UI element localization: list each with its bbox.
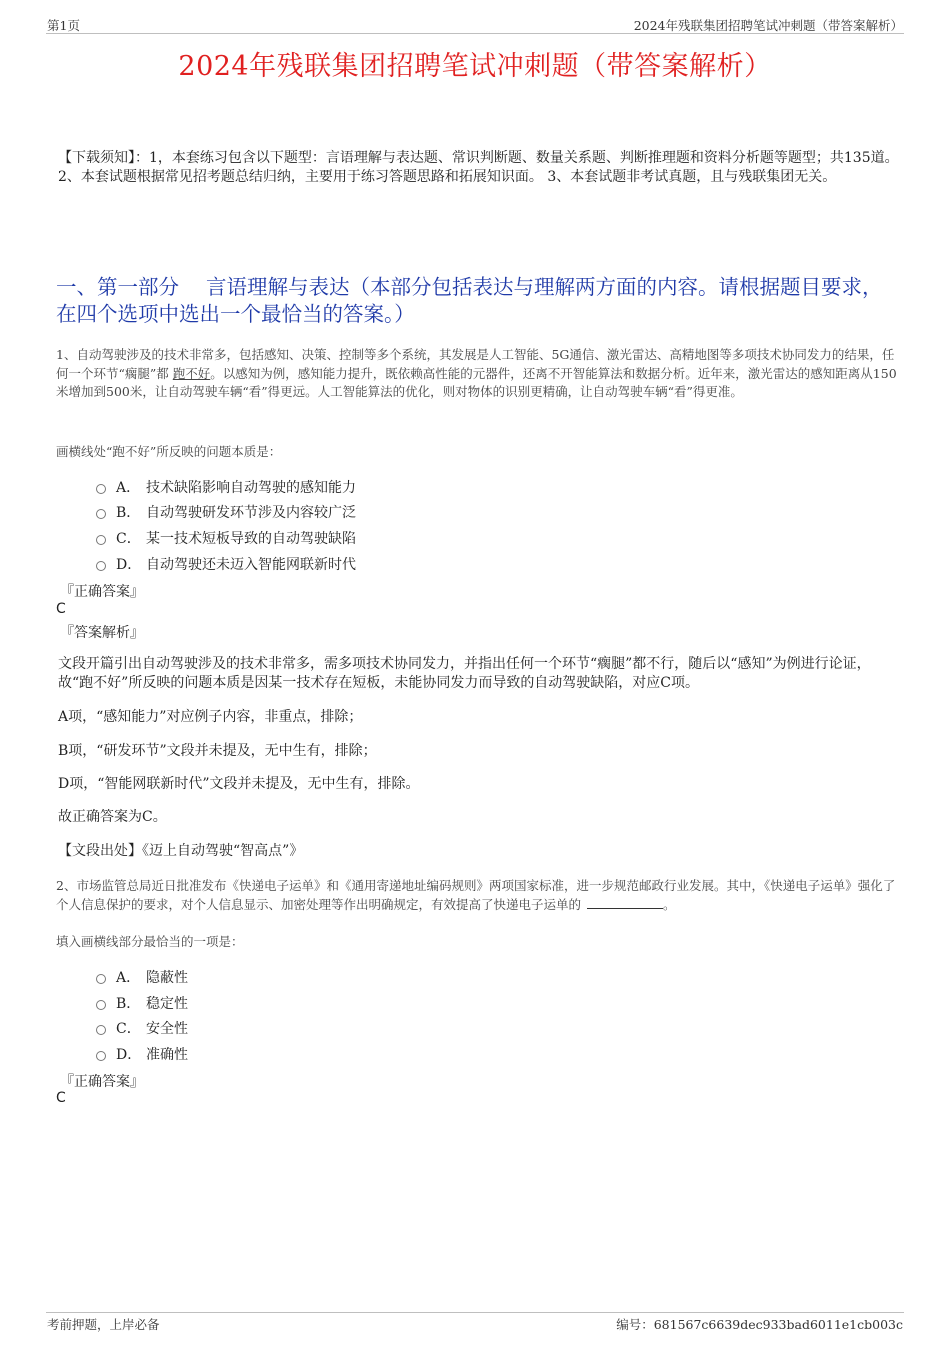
q2-answer-label: 『正确答案』 [60,1074,144,1090]
radio-icon[interactable] [96,1000,106,1010]
q1-analysis-d: D项，“智能网联新时代”文段并未提及，无中生有，排除。 [58,776,420,792]
radio-icon[interactable] [96,561,106,571]
q2-answer: C [56,1090,66,1106]
radio-icon[interactable] [96,974,106,984]
q1-analysis-label: 『答案解析』 [60,625,144,641]
page-number: 第1页 [47,18,80,33]
q1-source: 【文段出处】《迈上自动驾驶“智高点”》 [58,843,304,859]
question-2-text: 2、市场监管总局近日批准发布《快递电子运单》和《通用寄递地址编码规则》两项国家标准，进一步规范邮政行业发展。其中，《快递电子运单》强化了个人信息保护的要求，对个人信息显示、加密处理等作出明确规定，有效提高了快递电子运单的 。 [56,878,896,912]
q1-option-d[interactable]: D． 自动驾驶还未迈入智能网联新时代 [96,554,356,574]
radio-icon[interactable] [96,1051,106,1061]
q1-option-c[interactable]: C． 某一技术短板导致的自动驾驶缺陷 [96,528,356,548]
radio-icon[interactable] [96,484,106,494]
question-2-prompt: 填入画横线部分最恰当的一项是： [56,934,244,949]
q1-conclusion: 故正确答案为C。 [58,809,167,825]
q2-option-c[interactable]: C． 安全性 [96,1018,188,1038]
document-title: 2024年残联集团招聘笔试冲刺题（带答案解析） [178,51,772,82]
header-rule [46,33,904,34]
q2-option-d[interactable]: D． 准确性 [96,1044,188,1064]
q1-answer: C [56,601,66,617]
q2-option-b[interactable]: B． 稳定性 [96,993,188,1013]
q2-option-a[interactable]: A． 隐蔽性 [96,967,188,987]
q1-option-a[interactable]: A． 技术缺陷影响自动驾驶的感知能力 [96,477,356,497]
q1-analysis-b: B项，“研发环节”文段并未提及，无中生有，排除； [58,743,377,759]
radio-icon[interactable] [96,509,106,519]
q1-answer-label: 『正确答案』 [60,584,144,600]
download-notice: 【下载须知】：1，本套练习包含以下题型：言语理解与表达题、常识判断题、数量关系题、判断推理题和资料分析题等题型；共135道。 2、本套试题根据常见招考题总结归纳，主要用于练习答题思路和拓展知识面。 3、本套试题非考试真题，且与残联集团无关。 [58,150,899,185]
question-1-text: 1、自动驾驶涉及的技术非常多，包括感知、决策、控制等多个系统，其发展是人工智能、5G通信、激光雷达、高精地图等多项技术协同发力的结果，任何一个环节“瘸腿”都 跑不好。以感知为例，感知能力提升，既依赖高性能的元器件，还离不开智能算法和数据分析。近年来，激光雷达的感知距离从150米增加到500米，让自动驾驶车辆“看”得更远。人工智能算法的优化，则对物体的识别更精确，让自动驾驶车辆“看”得更准。 [56,347,897,399]
radio-icon[interactable] [96,1025,106,1035]
q1-option-b[interactable]: B． 自动驾驶研发环节涉及内容较广泛 [96,502,356,522]
footer-doc-id: 编号：681567c6639dec933bad6011e1cb003c [616,1317,903,1332]
footer-rule [46,1312,904,1313]
footer-slogan: 考前押题，上岸必备 [47,1317,160,1332]
q1-analysis-a: A项，“感知能力”对应例子内容，非重点，排除； [58,709,363,725]
section-heading: 一、第一部分 言语理解与表达（本部分包括表达与理解两方面的内容。请根据题目要求，在四个选项中选出一个最恰当的答案。） [56,275,883,326]
q1-analysis-para: 文段开篇引出自动驾驶涉及的技术非常多，需多项技术协同发力，并指出任何一个环节“瘸腿”都不行，随后以“感知”为例进行论证，故“跑不好”所反映的问题本质是因某一技术存在短板，未能协同发力而导致的自动驾驶缺陷，对应C项。 [58,656,871,691]
fill-blank [587,896,663,909]
header-doc-title: 2024年残联集团招聘笔试冲刺题（带答案解析） [633,18,903,33]
question-1-prompt: 画横线处“跑不好”所反映的问题本质是： [56,444,282,459]
underlined-phrase: 跑不好 [172,365,211,381]
radio-icon[interactable] [96,535,106,545]
